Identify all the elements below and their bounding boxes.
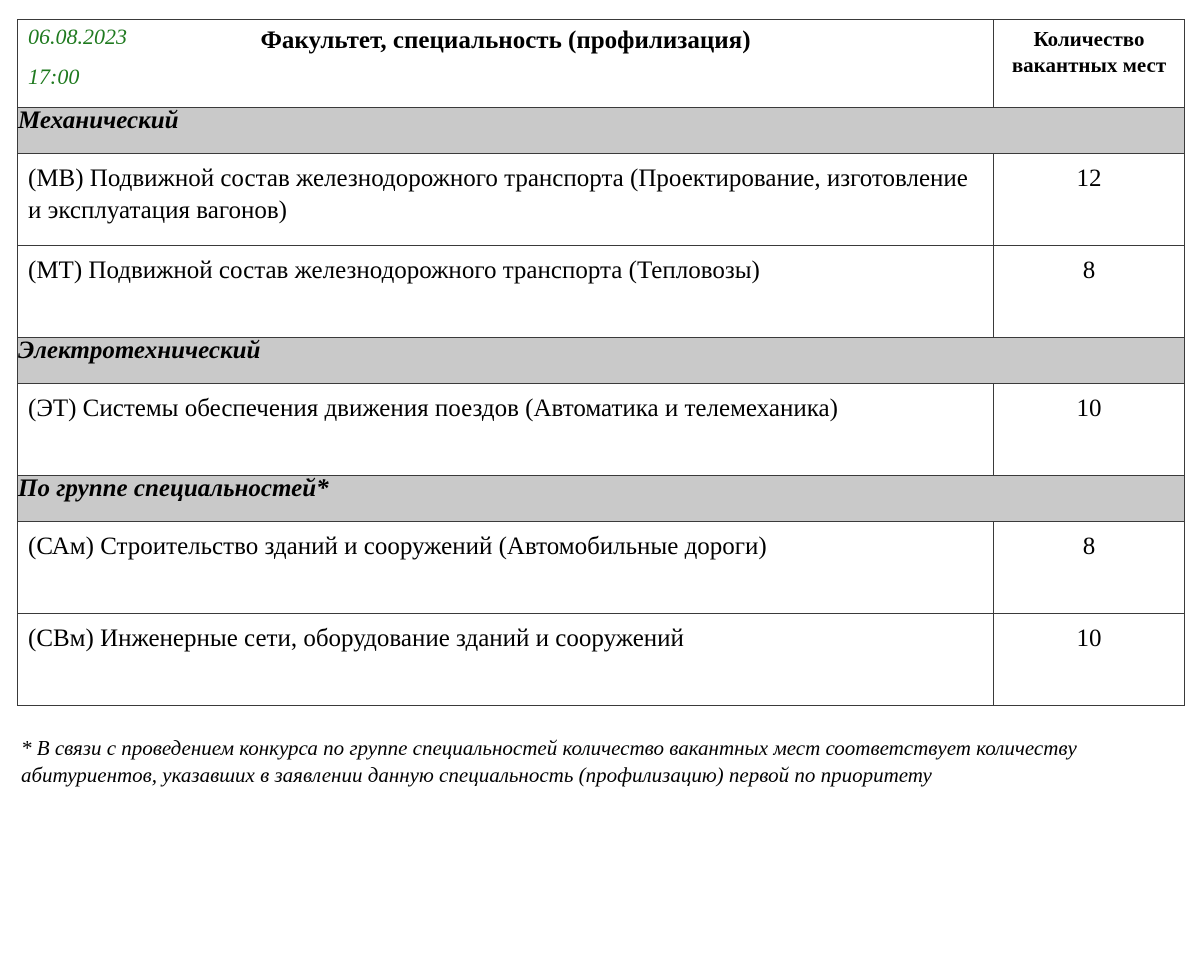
faculty-row (18, 108, 1185, 154)
faculty-name: Механический (18, 108, 1185, 154)
column-header-count-line1: Количество (1033, 27, 1145, 51)
stamp-date: 06.08.2023 (28, 24, 127, 49)
faculty-name: По группе специальностей* (18, 476, 1185, 522)
stamp-time: 17:00 (28, 64, 80, 89)
specialty-name: (МТ) Подвижной состав железнодорожного транспорта (Тепловозы) (18, 246, 994, 338)
specialty-name: (САм) Строительство зданий и сооружений (Автомобильные дороги) (18, 522, 994, 614)
column-header-count-line2: вакантных мест (1011, 52, 1167, 77)
table-row (18, 384, 1185, 476)
specialty-name: (МВ) Подвижной состав железнодорожного транспорта (Проектирование, изготовление и эксплуатация вагонов) (18, 154, 994, 246)
column-header-count (994, 20, 1185, 108)
vacancy-count: 10 (994, 384, 1185, 476)
faculty-row (18, 338, 1185, 384)
table-row (18, 246, 1185, 338)
specialty-name: (ЭТ) Системы обеспечения движения поездов (Автоматика и телемеханика) (18, 384, 994, 476)
table-row (18, 522, 1185, 614)
table-header-row (18, 20, 1185, 108)
vacancy-count: 8 (994, 246, 1185, 338)
specialty-name: (СВм) Инженерные сети, оборудование зданий и сооружений (18, 614, 994, 706)
table-row (18, 154, 1185, 246)
header-specialty-cell (18, 20, 994, 108)
faculty-row (18, 476, 1185, 522)
vacancy-count: 8 (994, 522, 1185, 614)
vacancy-count: 10 (994, 614, 1185, 706)
column-header-specialty: Факультет, специальность (профилизация) (260, 27, 751, 54)
footnote: * В связи с проведением конкурса по группе специальностей количество вакантных мест соответствует количеству абитуриентов, указавших в заявлении данную специальность (профилизацию) первой по приоритету (21, 736, 1077, 788)
vacancies-table (17, 19, 1185, 706)
vacancy-count: 12 (994, 154, 1185, 246)
table-row (18, 614, 1185, 706)
faculty-name: Электротехнический (18, 338, 1185, 384)
